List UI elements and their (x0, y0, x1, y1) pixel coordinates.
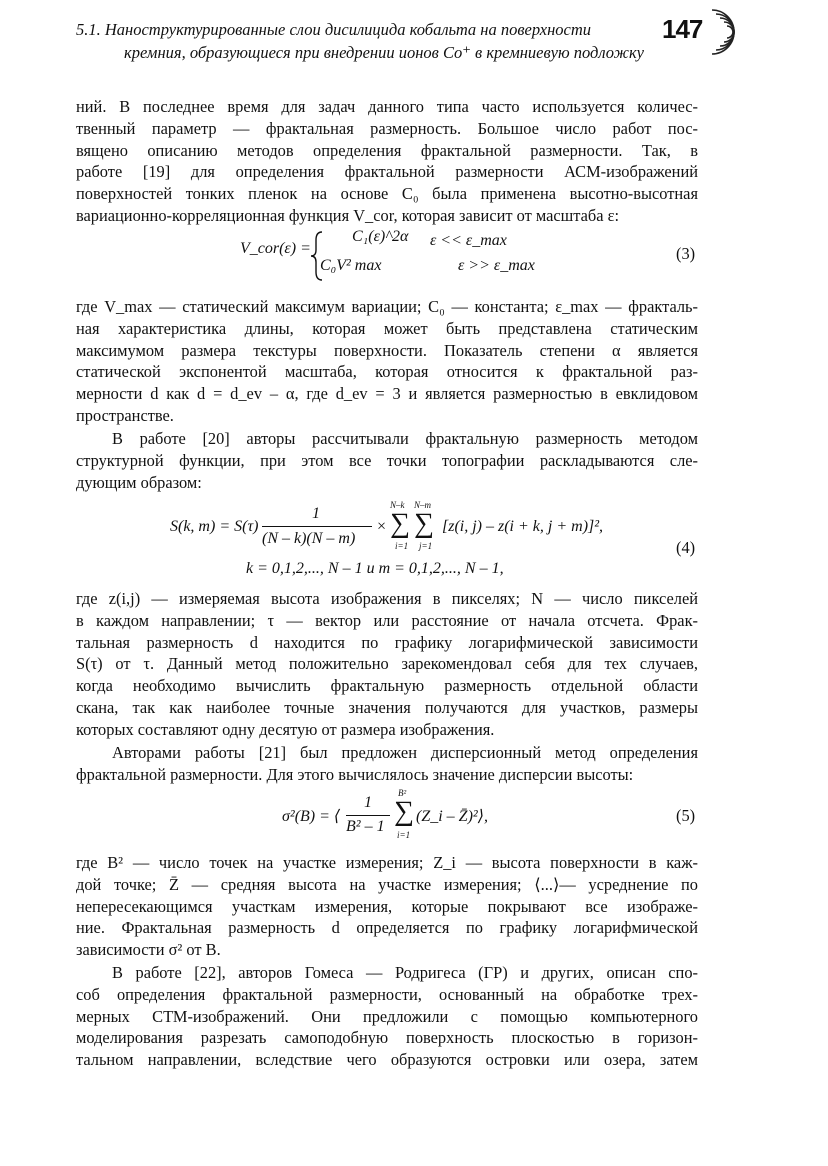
text-line: вариационно-корреляционная функция V_cor, которая зависит от масштаба ε: (76, 205, 620, 225)
text-line: максимумом размера текстуры поверхности. Показатель степени α является (76, 340, 698, 360)
running-header (76, 18, 646, 64)
text-line: В работе [22], авторов Гомеса — Родригеса (ГР) и других, описан спо- (112, 963, 698, 982)
text-line: тальном направлении, вследствие чего образуются островки или озера, затем (76, 1050, 698, 1070)
equation-3-case-2-expr: C₀V² max (320, 257, 382, 274)
equation-3-number: (3) (676, 244, 696, 263)
equation-4-lhs: S(k, m) = S(τ) (170, 518, 259, 535)
paragraph-6 (76, 852, 698, 961)
paragraph-2 (76, 296, 698, 427)
text-line: скана, так как наиболее точные значения получаются для участков, размеры (76, 697, 698, 717)
paragraph-1 (76, 96, 698, 227)
equation-4-times: × (376, 518, 387, 535)
text-line: где z(i,j) — измеряемая высота изображения в пикселях; N — число пикселей (76, 589, 698, 608)
equation-4-sum1-bot: i=1 (395, 541, 409, 551)
equation-4-line-2: k = 0,1,2,..., N – 1 и m = 0,1,2,..., N – 1, (246, 560, 504, 577)
text-line: поверхностей тонких пленок на основе C₀ была применена высотно-высотная (76, 184, 698, 204)
text-line: соб определения фрактальной размерности, основанный на обработке трех- (76, 984, 698, 1004)
text-line: мерных СТМ-изображений. Они предложили с помощью компьютерного (76, 1006, 698, 1026)
equation-5-number: (5) (676, 806, 696, 825)
text-line: моделирования разрезать самоподобную поверхность плоскостью в горизон- (76, 1028, 698, 1048)
text-line: работе [19] для определения фрактальной размерности АСМ-изображений (76, 162, 698, 182)
equation-5-fraction-bar (346, 815, 390, 816)
page-number: 147 (662, 14, 703, 44)
equation-5-frac-den: B² – 1 (346, 818, 385, 835)
equation-3-case-1-expr: C₁(ε)^2α (352, 228, 409, 245)
text-line: фрактальной размерности. Для этого вычислялось значение дисперсии высоты: (76, 764, 634, 784)
equation-4-number: (4) (676, 538, 696, 557)
equation-5-frac-num: 1 (364, 794, 372, 811)
text-line: где V_max — статический максимум вариации; C₀ — константа; ε_max — фракталь- (76, 297, 698, 316)
page-corner-emblem-icon (694, 4, 744, 60)
text-line: зависимости σ² от B. (76, 940, 221, 960)
text-line: твенный параметр — фрактальная размерность. Большое число работ пос- (76, 118, 698, 138)
paragraph-3 (76, 428, 698, 493)
text-line: структурной функции, при этом все точки топографии раскладываются сле- (76, 450, 698, 470)
equation-5-body: (Z_i – Z̄)²⟩, (416, 808, 488, 825)
equation-4-sum2-sign: ∑ (414, 508, 434, 539)
text-line: Авторами работы [21] был предложен дисперсионный метод определения (112, 743, 698, 762)
equation-4-sum2-bot: j=1 (419, 541, 433, 551)
text-line: вящено описанию методов определения фрактальной размерности. Так, в (76, 140, 698, 160)
equation-5-sum-bot: i=1 (397, 830, 411, 840)
equation-4-fraction-bar (262, 526, 372, 527)
text-line: S(τ) от τ. Данный метод положительно зарекомендовал себя для тех случаев, (76, 654, 698, 674)
text-line: В работе [20] авторы рассчитывали фрактальную размерность методом (112, 429, 698, 448)
text-line: пространстве. (76, 405, 174, 425)
paragraph-7 (76, 962, 698, 1071)
equation-4-sum1-top: N–k (390, 500, 405, 510)
paragraph-4 (76, 588, 698, 741)
equation-4-frac-den: (N – k)(N – m) (262, 530, 356, 547)
text-line: дующим образом: (76, 472, 202, 492)
equation-3-case-1-cond: ε << ε_max (430, 232, 507, 249)
text-line: дой точке; Z̄ — средняя высота на участке измерения; ⟨...⟩— усреднение по (76, 874, 698, 894)
text-line: статической экспонентой масштаба, которая относится к фрактальной раз- (76, 362, 698, 382)
running-header-line-2: кремния, образующиеся при внедрении ионов Co⁺ в кремниевую подложку (124, 43, 644, 62)
text-line: в каждом направлении; τ — вектор или расстояние от начала отсчета. Фрак- (76, 610, 698, 630)
running-header-line-1: 5.1. Наноструктурированные слои дисилицида кобальта на поверхности (76, 20, 592, 39)
equation-4-sum2-top: N–m (414, 500, 432, 510)
text-line: которых составляют одну десятую от размера изображения. (76, 719, 495, 739)
equation-3-case-2-cond: ε >> ε_max (458, 257, 535, 274)
equation-4-body: [z(i, j) – z(i + k, j + m)]², (442, 518, 604, 535)
equation-5-sum-top: B² (398, 788, 407, 798)
text-line: тальная размерность d находится по графику логарифмической зависимости (76, 632, 698, 652)
paragraph-5 (76, 742, 698, 786)
text-line: ний. В последнее время для задач данного типа часто используется количес- (76, 97, 698, 116)
text-line: мерности d как d = d_ev – α, где d_ev = 3 и является размерностью в евклидовом (76, 384, 698, 404)
text-line: где B² — число точек на участке измерения; Z_i — высота поверхности в каж- (76, 853, 698, 872)
text-line: непересекающимся участкам измерения, которые покрывают все изображе- (76, 896, 698, 916)
equation-5-lhs: σ²(B) = ⟨ (282, 808, 341, 825)
text-line: ная характеристика длины, которая может быть представлена статическим (76, 318, 698, 338)
text-line: ние. Фрактальная размерность d определяется по графику логарифмической (76, 918, 698, 938)
text-line: когда необходимо вычислить фрактальную размерность отдельной области (76, 676, 698, 696)
equation-4-frac-num: 1 (312, 505, 320, 522)
equation-3-lhs: V_cor(ε) = (240, 240, 311, 257)
equation-5-sum-sign: ∑ (394, 796, 414, 827)
equation-4-sum1-sign: ∑ (390, 508, 410, 539)
